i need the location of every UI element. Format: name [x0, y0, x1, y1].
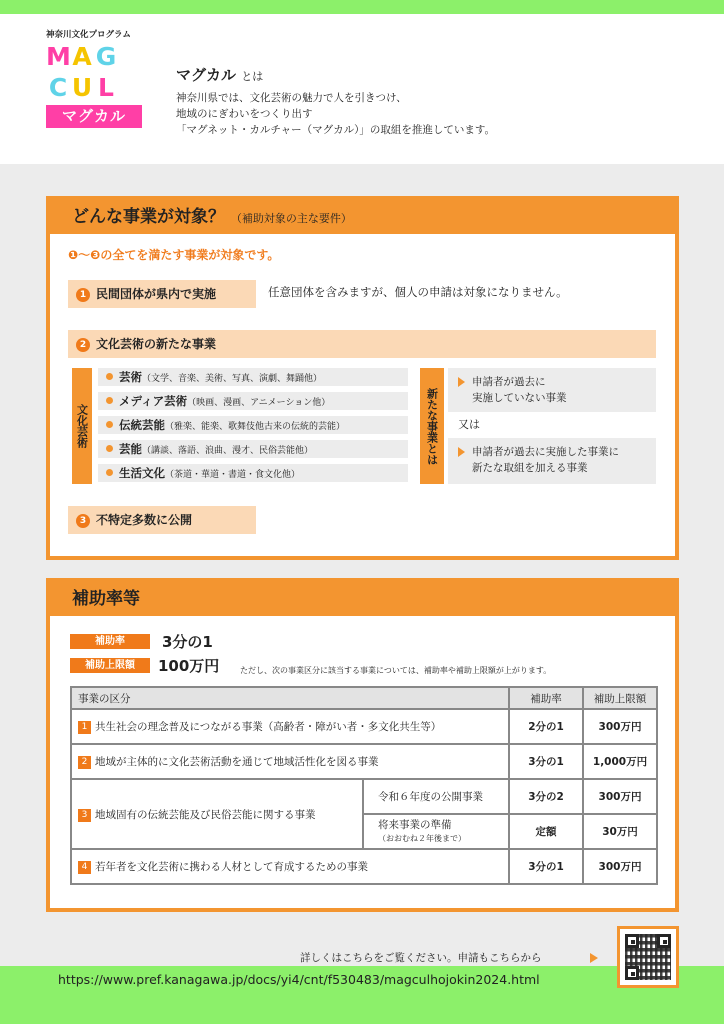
number-badge: 3 [78, 809, 91, 822]
art-name: メディア芸術 [119, 394, 188, 408]
number-badge: 1 [78, 721, 91, 734]
qr-finder [625, 966, 639, 980]
art-detail: （映画、漫画、アニメーション他） [187, 398, 331, 408]
table-row [71, 779, 657, 814]
intro-line: 地域のにぎわいをつくり出す [176, 108, 313, 120]
qr-finder [657, 934, 671, 948]
table-row [71, 709, 657, 744]
bullet-icon [106, 397, 113, 404]
rate-cell: 2分の1 [509, 709, 583, 744]
logo-letter: M [46, 42, 71, 71]
section-title-main: どんな事業が対象？ [72, 207, 225, 227]
art-category [98, 416, 408, 434]
requirement-2 [68, 330, 656, 358]
art-category [98, 440, 408, 458]
subsidy-rate-section [46, 578, 679, 912]
limit-badge: 補助上限額 [70, 658, 150, 673]
intro-text [176, 90, 495, 138]
number-badge: 2 [78, 756, 91, 769]
logo-kana: マグカル [46, 105, 142, 128]
category-cell [71, 744, 509, 779]
number-badge: 3 [76, 514, 90, 528]
limit-cell: 300万円 [583, 849, 657, 884]
requirement-label: 文化芸術の新たな事業 [96, 337, 217, 351]
bullet-icon [106, 469, 113, 476]
art-category [98, 368, 408, 386]
top-green-bar [0, 0, 724, 14]
art-category [98, 464, 408, 482]
rate-cell: 3分の2 [509, 779, 583, 814]
requirement-lead: ❶〜❸の全てを満たす事業が対象です。 [68, 248, 280, 262]
new-project-condition-b [448, 438, 656, 484]
section-title [50, 200, 675, 234]
art-detail: （茶道・華道・書道・食文化他） [165, 470, 301, 480]
rate-cell: 3分の1 [509, 849, 583, 884]
limit-cell: 300万円 [583, 709, 657, 744]
eligibility-section [46, 196, 679, 560]
art-detail: （雅楽、能楽、歌舞伎他古来の伝統的芸能） [165, 422, 346, 432]
art-name: 生活文化 [119, 466, 165, 480]
subcategory-note: （おおむね２年後まで） [378, 833, 466, 843]
limit-value: 100万円 [158, 657, 220, 675]
bullet-icon [106, 373, 113, 380]
column-header: 事業の区分 [71, 687, 509, 709]
intro-title-main: マグカル [176, 66, 237, 84]
category-cell [71, 709, 509, 744]
category-text: 共生社会の理念普及につながる事業（高齢者・障がい者・多文化共生等） [95, 721, 442, 733]
column-header: 補助上限額 [583, 687, 657, 709]
limit-cell: 300万円 [583, 779, 657, 814]
bullet-icon [106, 445, 113, 452]
subcategory-cell [363, 814, 509, 849]
condition-line: 申請者が過去に [472, 376, 546, 388]
number-badge: 1 [76, 288, 90, 302]
limit-cell: 1,000万円 [583, 744, 657, 779]
art-name: 伝統芸能 [119, 418, 165, 432]
rate-cell: 3分の1 [509, 744, 583, 779]
requirement-1 [68, 280, 256, 308]
category-text: 若年者を文化芸術に携わる人材として育成するための事業 [95, 861, 368, 873]
requirement-label: 不特定多数に公開 [96, 513, 193, 527]
intro-title [176, 64, 263, 85]
category-cell [71, 849, 509, 884]
intro-line: 「マグネット・カルチャー（マグカル）」の取組を推進しています。 [176, 124, 495, 136]
new-project-label: 新たな事業とは [420, 368, 444, 484]
art-detail: （講談、落語、浪曲、漫才、民俗芸能他） [142, 446, 314, 456]
triangle-arrow-icon [458, 377, 465, 387]
category-text: 地域が主体的に文化芸術活動を通じて地域活性化を図る事業 [95, 756, 379, 768]
logo-letter: L [98, 73, 114, 102]
arrow-right-icon [590, 953, 598, 963]
table-header-row [71, 687, 657, 709]
condition-line: 申請者が過去に実施した事業に [472, 446, 619, 458]
logo-letter: A [72, 42, 92, 71]
rate-badge: 補助率 [70, 634, 150, 649]
art-name: 芸能 [119, 442, 142, 456]
subsidy-table [70, 686, 658, 885]
section-title-note: （補助対象の主な要件） [230, 212, 352, 225]
condition-line: 実施していない事業 [472, 392, 567, 404]
requirement-label: 民間団体が県内で実施 [96, 287, 217, 301]
column-header: 補助率 [509, 687, 583, 709]
art-name: 芸術 [119, 370, 142, 384]
rate-cell: 定額 [509, 814, 583, 849]
info-url-link[interactable]: https://www.pref.kanagawa.jp/docs/yi4/cnt/f530483/magculhojokin2024.html [58, 972, 540, 987]
number-badge: 2 [76, 338, 90, 352]
limit-cell: 30万円 [583, 814, 657, 849]
or-text: 又は [458, 418, 480, 431]
bullet-icon [106, 421, 113, 428]
condition-line: 新たな取組を加える事業 [472, 462, 588, 474]
magcul-logo [46, 42, 142, 128]
table-row [71, 849, 657, 884]
intro-title-suffix: とは [241, 70, 264, 83]
logo-letter: C [48, 73, 68, 102]
logo-letter: G [95, 42, 117, 71]
new-project-condition-a [448, 368, 656, 412]
art-category [98, 392, 408, 410]
subcategory-text: 将来事業の準備 [378, 818, 452, 831]
qr-finder [625, 934, 639, 948]
art-detail: （文学、音楽、美術、写真、演劇、舞踊他） [142, 374, 323, 384]
section-title: 補助率等 [50, 582, 675, 616]
requirement-3 [68, 506, 256, 534]
category-text: 地域固有の伝統芸能及び民俗芸能に関する事業 [95, 808, 316, 821]
logo-caption: 神奈川文化プログラム [46, 30, 131, 40]
logo-letter: U [71, 73, 93, 102]
number-badge: 4 [78, 861, 91, 874]
table-row [71, 744, 657, 779]
qr-pattern [625, 934, 671, 980]
culture-arts-label: 文化芸術 [72, 368, 92, 484]
rate-note: ただし、次の事業区分に該当する事業については、補助率や補助上限額が上がります。 [240, 666, 552, 675]
qr-code[interactable] [617, 926, 679, 988]
rate-value: 3分の1 [162, 633, 213, 651]
footer-text: 詳しくはこちらをご覧ください。申請もこちらから [300, 952, 542, 964]
requirement-1-description: 任意団体を含みますが、個人の申請は対象になりません。 [268, 285, 568, 299]
intro-line: 神奈川県では、文化芸術の魅力で人を引きつけ、 [176, 92, 407, 104]
triangle-arrow-icon [458, 447, 465, 457]
subcategory-cell: 令和６年度の公開事業 [363, 779, 509, 814]
category-cell [71, 779, 363, 849]
